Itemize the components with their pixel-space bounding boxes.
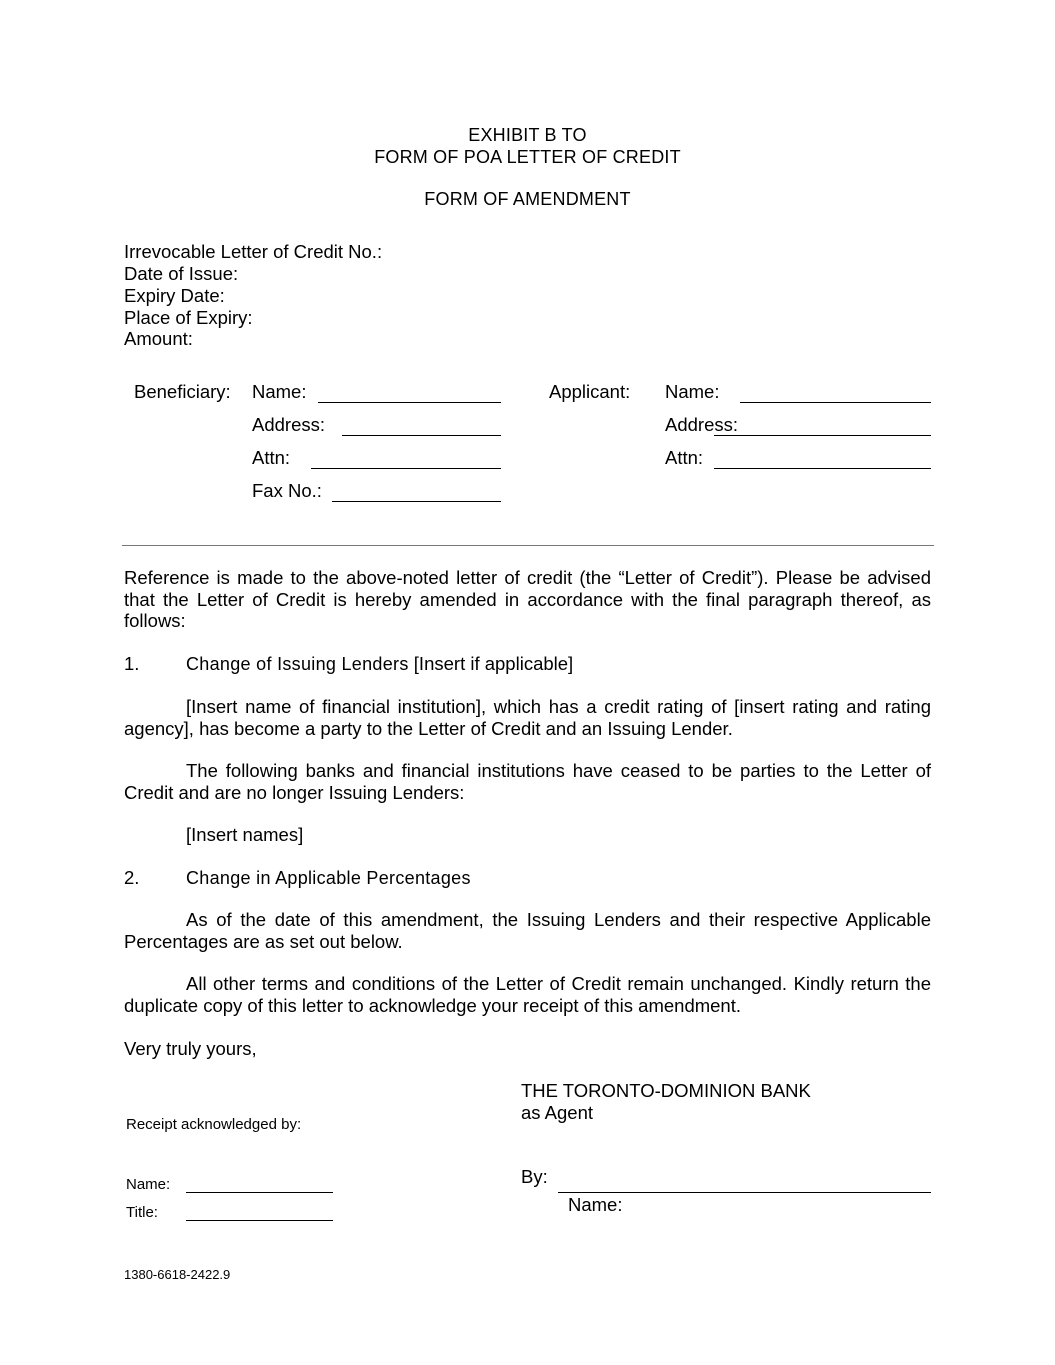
section-1-heading bbox=[186, 653, 573, 675]
date-of-issue-label: Date of Issue: bbox=[124, 263, 239, 284]
beneficiary-name-label: Name: bbox=[252, 381, 307, 402]
section-2-paragraph-2: All other terms and conditions of the Letter of Credit remain unchanged. Kindly return the duplicate copy of this letter to acknowledge your receipt of this amendment. bbox=[124, 973, 931, 1016]
section-1-note: [Insert if applicable] bbox=[408, 653, 574, 674]
section-divider bbox=[122, 545, 934, 546]
document-id: 1380-6618-2422.9 bbox=[124, 1267, 231, 1282]
section-2-title: Change in Applicable Percentages bbox=[186, 868, 471, 888]
expiry-date-label: Expiry Date: bbox=[124, 285, 225, 306]
section-1-paragraph-1: [Insert name of financial institution], which has a credit rating of [insert rating and rating agency], has become a party to the Letter of Credit and an Issuing Lender. bbox=[124, 696, 931, 739]
beneficiary-attn-field[interactable] bbox=[311, 468, 501, 469]
beneficiary-label: Beneficiary: bbox=[134, 381, 231, 402]
bank-role: as Agent bbox=[521, 1102, 594, 1123]
beneficiary-attn-label: Attn: bbox=[252, 447, 291, 468]
signature-line[interactable] bbox=[558, 1192, 931, 1193]
signatory-name-label: Name: bbox=[568, 1194, 623, 1215]
intro-paragraph: Reference is made to the above-noted letter of credit (the “Letter of Credit”). Please be advised that the Letter of Credit is hereby amended in accordance with the final paragraph thereof, as follows: bbox=[124, 567, 931, 632]
section-2-paragraph-1: As of the date of this amendment, the Issuing Lenders and their respective Applicable Percentages are as set out below. bbox=[124, 909, 931, 952]
beneficiary-fax-label: Fax No.: bbox=[252, 480, 322, 501]
beneficiary-address-field[interactable] bbox=[342, 435, 501, 436]
by-label: By: bbox=[521, 1166, 548, 1187]
receipt-acknowledged-label: Receipt acknowledged by: bbox=[126, 1116, 302, 1133]
closing-salutation: Very truly yours, bbox=[124, 1038, 257, 1059]
section-1-number: 1. bbox=[124, 653, 140, 674]
exhibit-subtitle: FORM OF POA LETTER OF CREDIT bbox=[374, 147, 681, 167]
ack-title-field[interactable] bbox=[186, 1220, 333, 1221]
beneficiary-address-label: Address: bbox=[252, 414, 326, 435]
applicant-address-field[interactable] bbox=[714, 435, 931, 436]
section-1-title: Change of Issuing Lenders bbox=[186, 654, 409, 674]
section-2-number: 2. bbox=[124, 867, 140, 888]
place-of-expiry-label: Place of Expiry: bbox=[124, 307, 253, 328]
beneficiary-fax-field[interactable] bbox=[332, 501, 501, 502]
applicant-address-label: Address: bbox=[665, 414, 739, 435]
ack-name-field[interactable] bbox=[186, 1192, 333, 1193]
bank-name: THE TORONTO-DOMINION BANK bbox=[521, 1080, 811, 1101]
amount-label: Amount: bbox=[124, 328, 193, 349]
section-1-insert-names: [Insert names] bbox=[186, 824, 304, 845]
exhibit-title: EXHIBIT B TO bbox=[468, 125, 587, 145]
applicant-attn-label: Attn: bbox=[665, 447, 704, 468]
applicant-attn-field[interactable] bbox=[714, 468, 931, 469]
applicant-name-label: Name: bbox=[665, 381, 720, 402]
beneficiary-name-field[interactable] bbox=[318, 402, 501, 403]
ack-title-label: Title: bbox=[126, 1204, 158, 1221]
applicant-name-field[interactable] bbox=[740, 402, 931, 403]
lc-number-label: Irrevocable Letter of Credit No.: bbox=[124, 241, 383, 262]
applicant-label: Applicant: bbox=[549, 381, 631, 402]
form-title: FORM OF AMENDMENT bbox=[424, 189, 631, 209]
ack-name-label: Name: bbox=[126, 1176, 171, 1193]
section-1-paragraph-2: The following banks and financial institutions have ceased to be parties to the Letter of Credit and are no longer Issuing Lenders: bbox=[124, 760, 931, 803]
